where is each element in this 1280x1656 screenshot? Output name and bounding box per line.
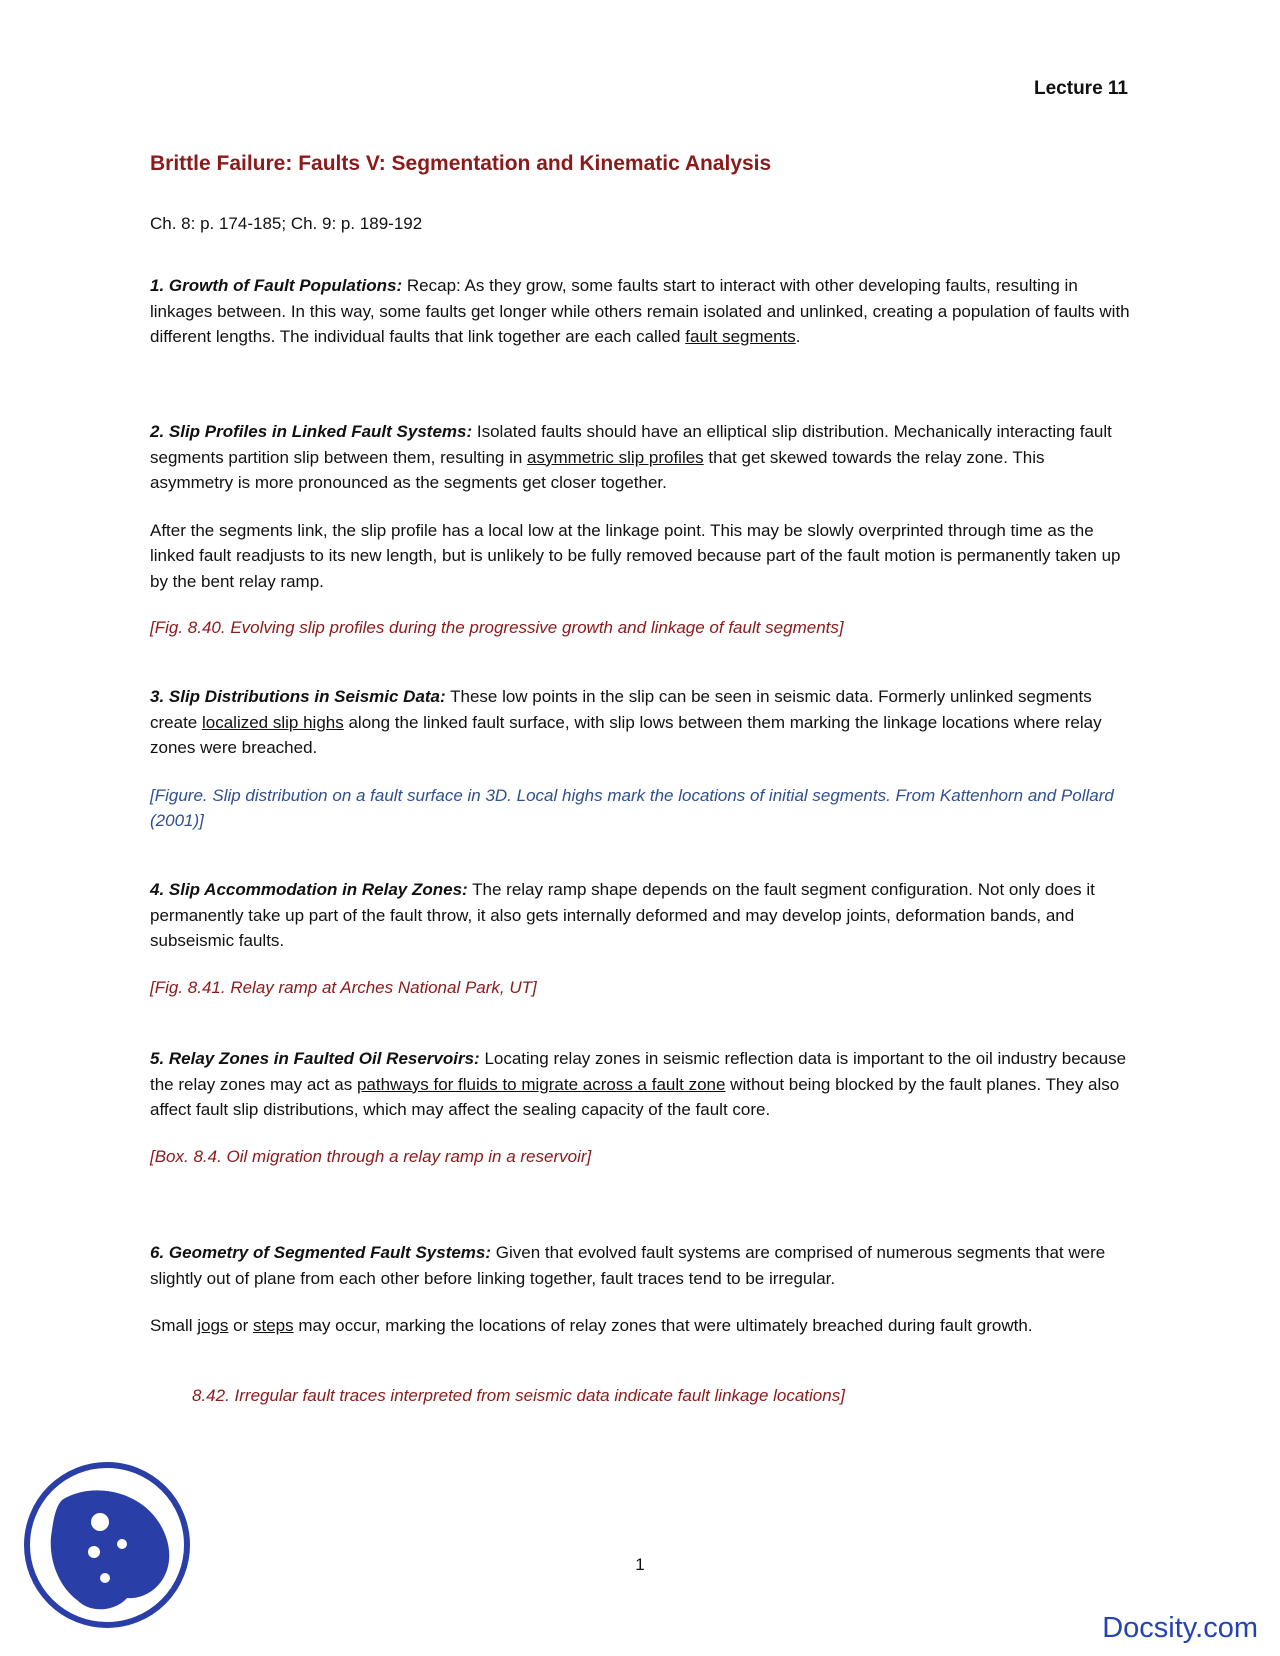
section-5-text-end: without being blocked by the fault planes. They also affect fault slip distributions, which may affect the sealing capacity of the fault core. — [150, 1074, 1120, 1119]
section-2-text-end: that get skewed towards the relay zone. This asymmetry is more pronounced as the segments get closer together. — [150, 447, 1045, 492]
brand-suffix: .com — [1195, 1612, 1258, 1644]
section-4-heading: 4. Slip Accommodation in Relay Zones: — [150, 880, 468, 899]
section-6 — [150, 1240, 1130, 1339]
section-6-heading: 6. Geometry of Segmented Fault Systems: — [150, 1243, 492, 1262]
figure-caption-8-42: 8.42. Irregular fault traces interpreted from seismic data indicate fault linkage locations] — [192, 1386, 845, 1405]
term-pathways-for-fluids: pathways for fluids to migrate across a fault zone — [356, 1074, 726, 1094]
section-6-text: Given that evolved fault systems are comprised of numerous segments that were slightly out of plane from each other before linking together, fault traces tend to be irregular. — [150, 1243, 1106, 1288]
section-6-paragraph — [150, 1240, 1130, 1291]
section-3-text-end: along the linked fault surface, with slip lows between them marking the linkage locations where relay zones were breached. — [150, 712, 1102, 757]
lecture-label: Lecture 11 — [1034, 78, 1128, 99]
section-4 — [150, 877, 1130, 998]
figure-caption-8-40: [Fig. 8.40. Evolving slip profiles during the progressive growth and linkage of fault segments] — [150, 618, 844, 637]
term-asymmetric-slip-profiles: asymmetric slip profiles — [527, 447, 704, 467]
section-2-paragraph-2: After the segments link, the slip profile has a local low at the linkage point. This may be slowly overprinted through time as the linked fault readjusts to its new length, but is unlikely to be fully removed because part of the fault motion is permanently taken up by the bent relay ramp. — [150, 520, 1121, 591]
chapter-references: Ch. 8: p. 174-185; Ch. 9: p. 189-192 — [150, 214, 423, 233]
section-1-heading: 1. Growth of Fault Populations: — [150, 276, 403, 295]
section-5-text: Locating relay zones in seismic reflection data is important to the oil industry because the relay zones may act as — [150, 1049, 1127, 1094]
term-localized-slip-highs: localized slip highs — [201, 712, 344, 732]
section-1-text: Recap: As they grow, some faults start to interact with other developing faults, resulting in linkages between. In this way, some faults get longer while others remain isolated and unlinked, creating a population of faults with different lengths. The individual faults that link together are each called — [150, 276, 1130, 346]
section-4-paragraph — [150, 877, 1130, 954]
section-5-paragraph — [150, 1046, 1130, 1123]
section-5 — [150, 1046, 1130, 1167]
section-6-p2-end: may occur, marking the locations of relay zones that were ultimately breached during fault growth. — [293, 1316, 1033, 1335]
section-3-text: These low points in the slip can be seen in seismic data. Formerly unlinked segments create — [150, 687, 1092, 732]
term-steps: steps — [252, 1316, 294, 1335]
section-3 — [150, 684, 1130, 834]
figure-caption-slip-distribution: [Figure. Slip distribution on a fault surface in 3D. Local highs mark the locations of initial segments. From Kattenhorn and Pollard (2001)] — [150, 785, 1114, 830]
brand-name: Docsity — [1102, 1612, 1196, 1644]
figure-caption-box-8-4: [Box. 8.4. Oil migration through a relay ramp in a reservoir] — [150, 1146, 592, 1166]
term-fault-segments: fault segments — [685, 327, 796, 346]
section-6-p2-mid: or — [228, 1316, 253, 1335]
section-2-text: Isolated faults should have an elliptical slip distribution. Mechanically interacting fault segments partition slip between them, resulting in — [150, 422, 1112, 467]
section-2-heading: 2. Slip Profiles in Linked Fault Systems: — [150, 422, 473, 441]
section-1 — [150, 273, 1130, 350]
page-title: Brittle Failure: Faults V: Segmentation and Kinematic Analysis — [150, 152, 772, 175]
section-3-paragraph — [150, 684, 1130, 761]
section-1-paragraph — [150, 273, 1130, 350]
term-jogs: jogs — [197, 1316, 229, 1335]
section-2-paragraph — [150, 419, 1130, 496]
page-number: 1 — [635, 1555, 645, 1574]
section-3-heading: 3. Slip Distributions in Seismic Data: — [150, 687, 446, 706]
docsity-brand[interactable] — [1102, 1612, 1258, 1645]
section-6-paragraph-2 — [150, 1313, 1130, 1339]
docsity-logo-icon — [22, 1460, 192, 1630]
section-5-heading: 5. Relay Zones in Faulted Oil Reservoirs: — [150, 1049, 480, 1068]
section-1-text-end: . — [795, 327, 801, 346]
section-4-text: The relay ramp shape depends on the fault segment configuration. Not only does it permanently take up part of the fault throw, it also gets internally deformed and may develop joints, deformation bands, and subseismic faults. — [150, 880, 1095, 950]
figure-caption-8-41: [Fig. 8.41. Relay ramp at Arches National Park, UT] — [150, 977, 537, 997]
section-2 — [150, 419, 1130, 638]
section-6-p2-start: Small — [150, 1316, 198, 1335]
